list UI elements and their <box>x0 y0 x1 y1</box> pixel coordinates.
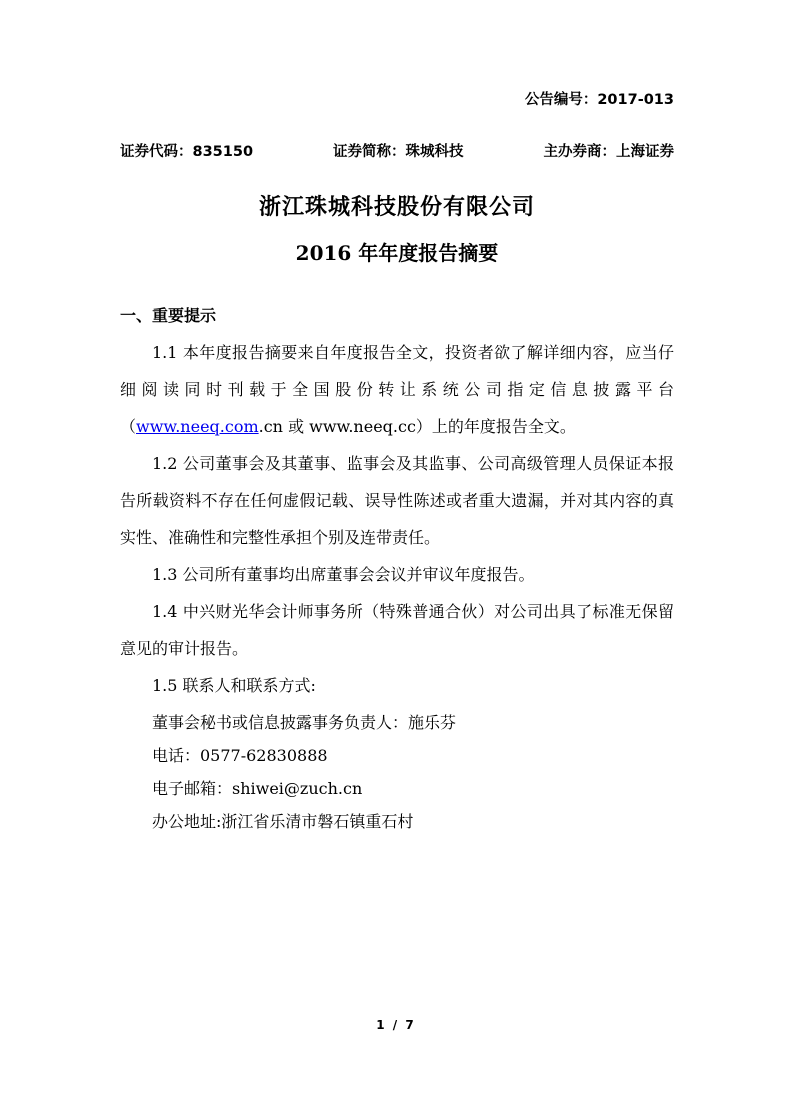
securities-code: 证券代码：835150 <box>120 144 254 160</box>
section-heading-important-notice: 一、重要提示 <box>120 306 217 325</box>
company-title: 浙江珠城科技股份有限公司 <box>258 194 535 220</box>
paragraph-1-2: 1.2 公司董事会及其董事、监事会及其监事、公司高级管理人员保证本报告所载资料不存在任何虚假记载、误导性陈述或者重大遗漏，并对其内容的真实性、准确性和完整性承担个别及连带责任。 <box>120 454 674 547</box>
contact-address-line: 办公地址:浙江省乐清市磐石镇重石村 <box>152 812 414 831</box>
contact-secretary-line: 董事会秘书或信息披露事务负责人：施乐芬 <box>152 713 457 732</box>
announcement-number: 公告编号：2017-013 <box>524 92 674 108</box>
paragraph-1-5: 1.5 联系人和联系方式: <box>152 676 316 695</box>
securities-info-row <box>120 140 674 161</box>
paragraph-1-1-before-link: 1.1 本年度报告摘要来自年度报告全文，投资者欲了解详细内容，应当仔细阅读同时刊载于全国股份转让系统公司指定信息披露平台（ <box>120 343 674 436</box>
contact-email-line: 电子邮箱：shiwei@zuch.cn <box>152 779 363 798</box>
paragraph-1-4: 1.4 中兴财光华会计师事务所（特殊普通合伙）对公司出具了标准无保留意见的审计报告。 <box>120 602 674 658</box>
neeq-website-link[interactable]: www.neeq.com <box>136 417 259 436</box>
securities-short-name: 证券简称：珠城科技 <box>333 144 464 160</box>
paragraph-1-1 <box>120 334 674 445</box>
paragraph-1-3: 1.3 公司所有董事均出席董事会会议并审议年度报告。 <box>152 565 535 584</box>
sponsor-broker: 主办券商：上海证券 <box>543 144 674 160</box>
contact-phone-line: 电话：0577-62830888 <box>152 746 328 765</box>
document-content <box>120 0 674 838</box>
paragraph-1-1-after-link: .cn 或 www.neeq.cc）上的年度报告全文。 <box>258 417 576 436</box>
report-subtitle: 2016 年年度报告摘要 <box>295 241 499 265</box>
page-number-indicator: 1 / 7 <box>376 1018 416 1032</box>
